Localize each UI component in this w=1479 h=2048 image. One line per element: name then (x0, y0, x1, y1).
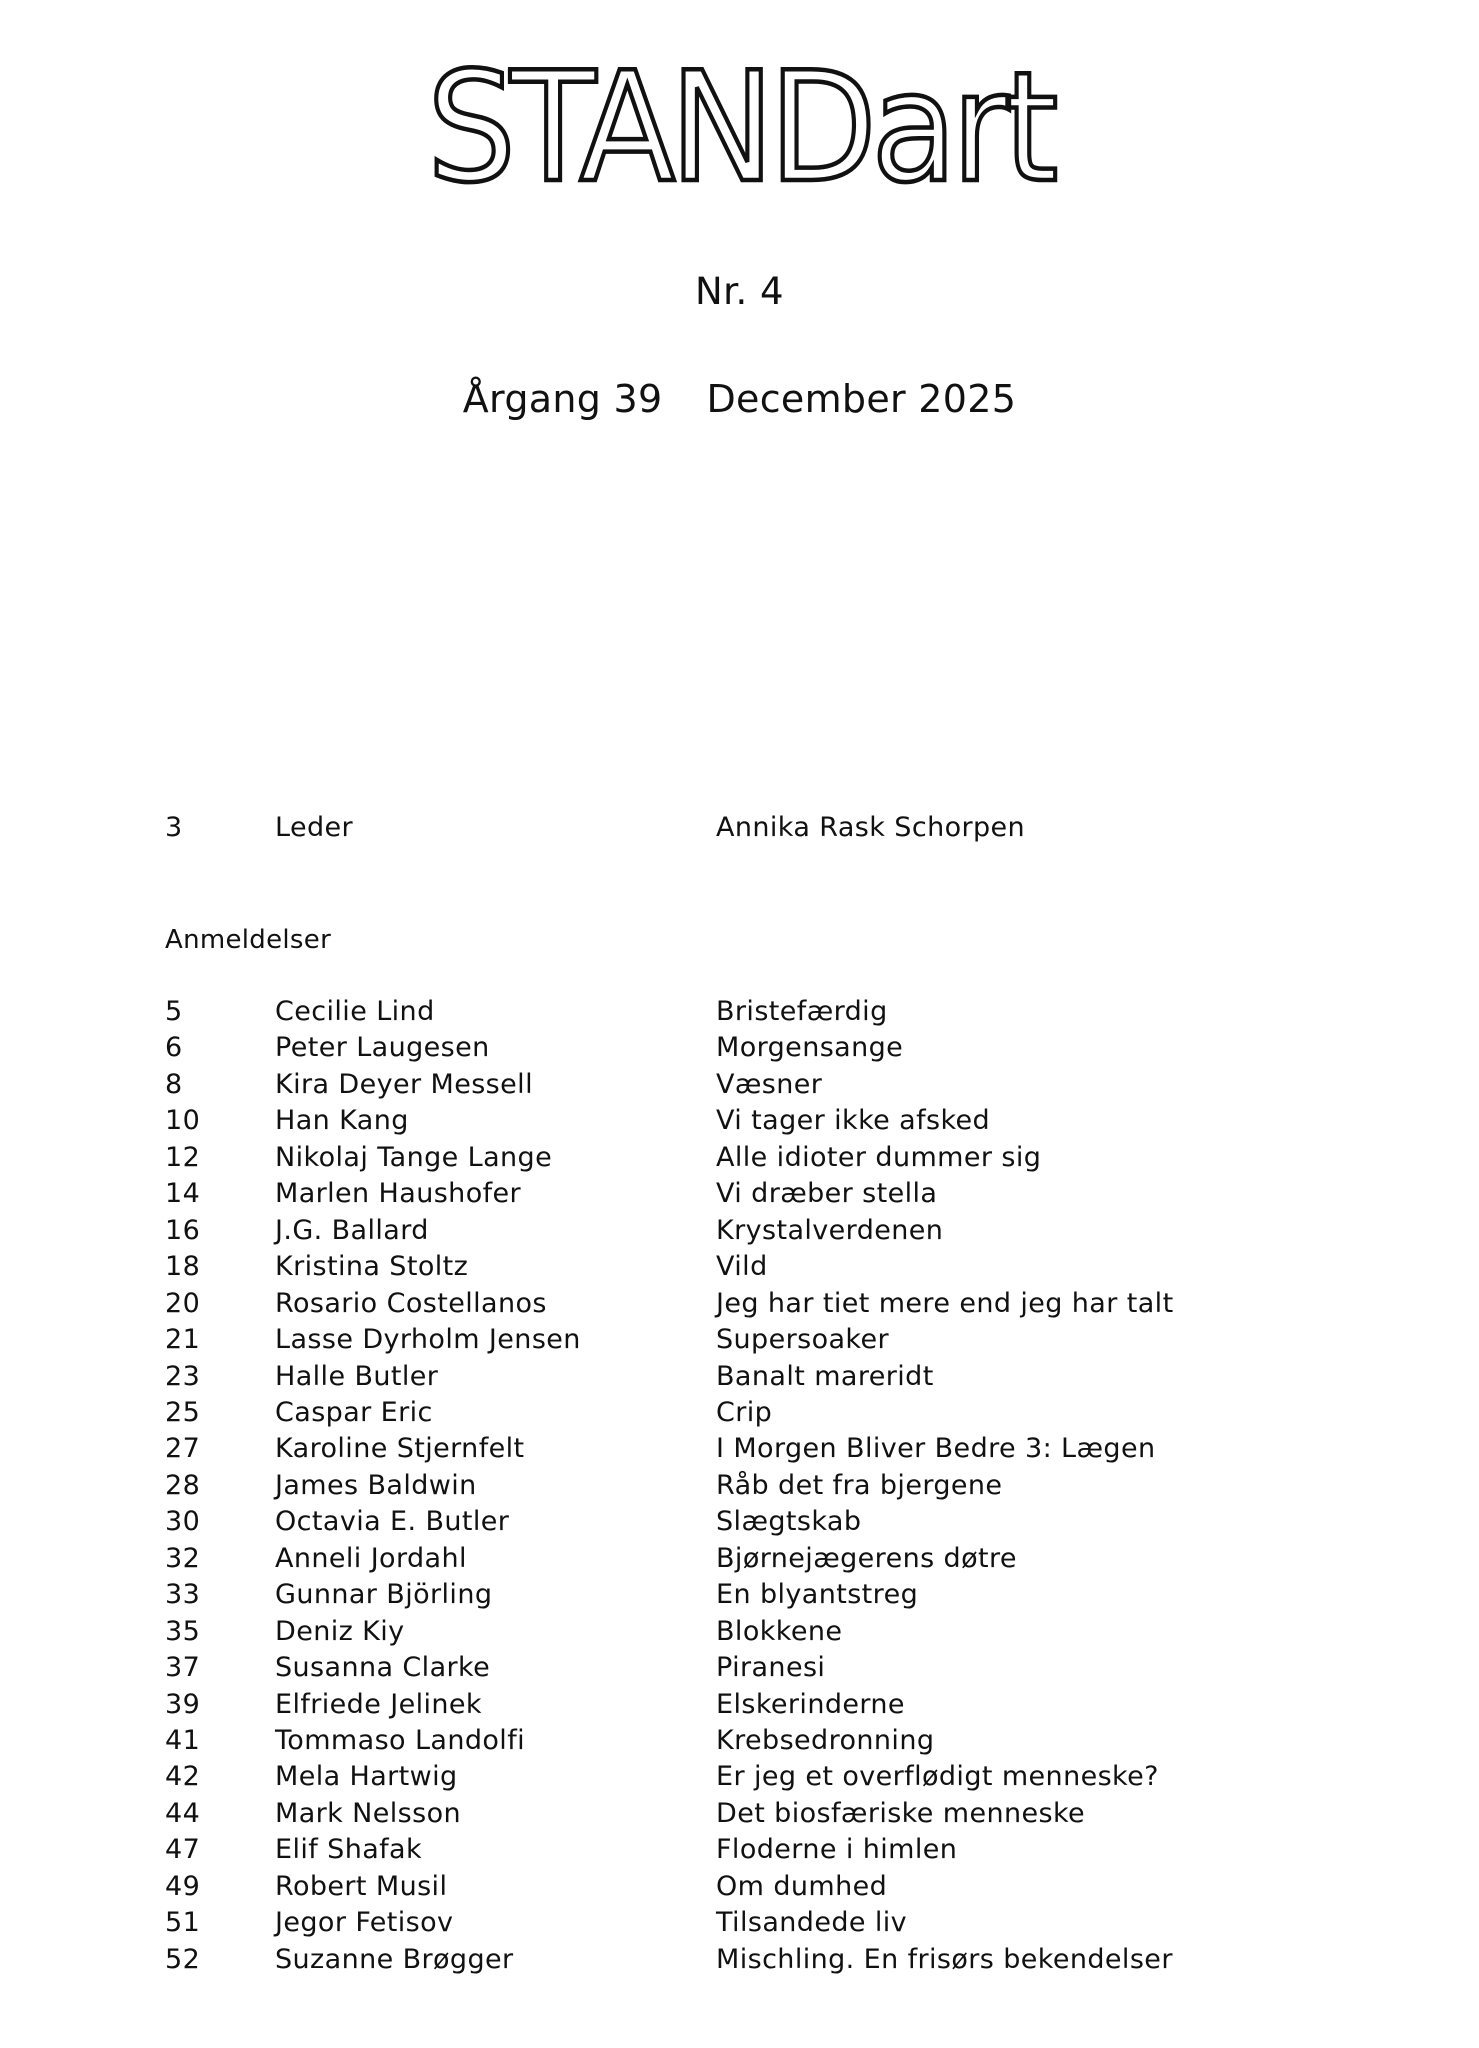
review-author: Tommaso Landolfi (275, 1725, 526, 1756)
review-author: Karoline Stjernfelt (275, 1433, 525, 1465)
review-page: 41 (165, 1725, 201, 1756)
review-title: En blyantstreg (716, 1579, 919, 1611)
review-author: Kira Deyer Messell (275, 1068, 533, 1100)
review-author: Elfriede Jelinek (275, 1688, 482, 1720)
issue-number: Nr. 4 (694, 270, 785, 313)
review-page: 8 (165, 1068, 183, 1100)
review-title: Alle idioter dummer sig (716, 1141, 1042, 1173)
editorial-label: Leder (275, 812, 354, 843)
review-author: Peter Laugesen (275, 1032, 490, 1064)
review-page: 30 (165, 1506, 201, 1538)
volume-label: Årgang 39 (462, 377, 663, 421)
review-title: Slægtskab (716, 1506, 862, 1538)
review-title: Vi tager ikke afsked (716, 1105, 991, 1137)
standart-logo (420, 58, 1060, 198)
review-title: Tilsandede liv (716, 1907, 908, 1939)
review-title: Er jeg et overflødigt menneske? (716, 1761, 1159, 1793)
logo-text: STANDart (426, 58, 1055, 198)
review-page: 28 (165, 1469, 201, 1501)
review-title: I Morgen Bliver Bedre 3: Lægen (716, 1433, 1156, 1465)
review-title: Om dumhed (716, 1870, 888, 1902)
review-author: Octavia E. Butler (275, 1506, 510, 1538)
review-author: Suzanne Brøgger (275, 1943, 514, 1975)
review-author: Cecilie Lind (275, 996, 435, 1027)
review-title: Væsner (716, 1068, 823, 1100)
masthead-logo (0, 58, 1479, 202)
review-author: Susanna Clarke (275, 1652, 491, 1684)
review-author: Deniz Kiy (275, 1615, 405, 1647)
review-author: Rosario Costellanos (275, 1287, 547, 1319)
review-author: Caspar Eric (275, 1396, 433, 1428)
review-page: 52 (165, 1943, 201, 1975)
review-title: Jeg har tiet mere end jeg har talt (716, 1287, 1174, 1319)
review-page: 39 (165, 1688, 201, 1720)
review-title: Krystalverdenen (716, 1214, 944, 1246)
review-page: 51 (165, 1907, 201, 1939)
review-author: Gunnar Björling (275, 1579, 493, 1611)
review-title: Vi dræber stella (716, 1178, 938, 1210)
review-page: 35 (165, 1615, 201, 1647)
review-author: Han Kang (275, 1105, 409, 1137)
review-author: Kristina Stoltz (275, 1251, 469, 1283)
review-author: Mela Hartwig (275, 1761, 458, 1793)
review-page: 49 (165, 1870, 201, 1902)
review-page: 16 (165, 1214, 201, 1246)
review-author: Elif Shafak (275, 1834, 423, 1866)
review-author: Robert Musil (275, 1870, 448, 1902)
review-title: Vild (716, 1251, 768, 1283)
review-title: Floderne i himlen (716, 1834, 958, 1866)
review-page: 42 (165, 1761, 201, 1793)
review-author: Anneli Jordahl (275, 1542, 467, 1574)
review-page: 10 (165, 1105, 201, 1137)
review-title: Piranesi (716, 1652, 826, 1684)
review-title: Supersoaker (716, 1324, 890, 1356)
review-author: Jegor Fetisov (275, 1907, 454, 1939)
review-page: 21 (165, 1324, 201, 1356)
review-page: 25 (165, 1396, 201, 1428)
review-page: 5 (165, 996, 183, 1027)
review-page: 44 (165, 1797, 201, 1829)
review-title: Morgensange (716, 1032, 904, 1064)
review-author: James Baldwin (275, 1469, 477, 1501)
review-title: Råb det fra bjergene (716, 1469, 1003, 1501)
review-page: 12 (165, 1141, 201, 1173)
review-title: Bristefærdig (716, 996, 888, 1027)
review-title: Crip (716, 1396, 773, 1428)
review-page: 6 (165, 1032, 183, 1064)
issue-date: December 2025 (706, 377, 1017, 421)
review-author: Nikolaj Tange Lange (275, 1141, 553, 1173)
review-page: 37 (165, 1652, 201, 1684)
review-author: Mark Nelsson (275, 1797, 462, 1829)
review-page: 32 (165, 1542, 201, 1574)
review-page: 27 (165, 1433, 201, 1465)
review-title: Banalt mareridt (716, 1360, 934, 1392)
editorial-author: Annika Rask Schorpen (716, 812, 1026, 843)
review-page: 23 (165, 1360, 201, 1392)
reviews-heading: Anmeldelser (165, 925, 332, 955)
review-page: 33 (165, 1579, 201, 1611)
editorial-page: 3 (165, 812, 183, 843)
review-title: Mischling. En frisørs bekendelser (716, 1943, 1173, 1975)
review-page: 47 (165, 1834, 201, 1866)
review-author: Lasse Dyrholm Jensen (275, 1324, 581, 1356)
review-title: Bjørnejægerens døtre (716, 1542, 1017, 1574)
review-page: 20 (165, 1287, 201, 1319)
review-title: Elskerinderne (716, 1688, 905, 1720)
review-title: Det biosfæriske menneske (716, 1797, 1086, 1829)
review-author: J.G. Ballard (275, 1214, 429, 1246)
volume-line (0, 377, 1479, 421)
review-title: Krebsedronning (716, 1725, 935, 1756)
review-page: 18 (165, 1251, 201, 1283)
review-page: 14 (165, 1178, 201, 1210)
review-author: Halle Butler (275, 1360, 439, 1392)
review-author: Marlen Haushofer (275, 1178, 522, 1210)
review-title: Blokkene (716, 1615, 843, 1647)
